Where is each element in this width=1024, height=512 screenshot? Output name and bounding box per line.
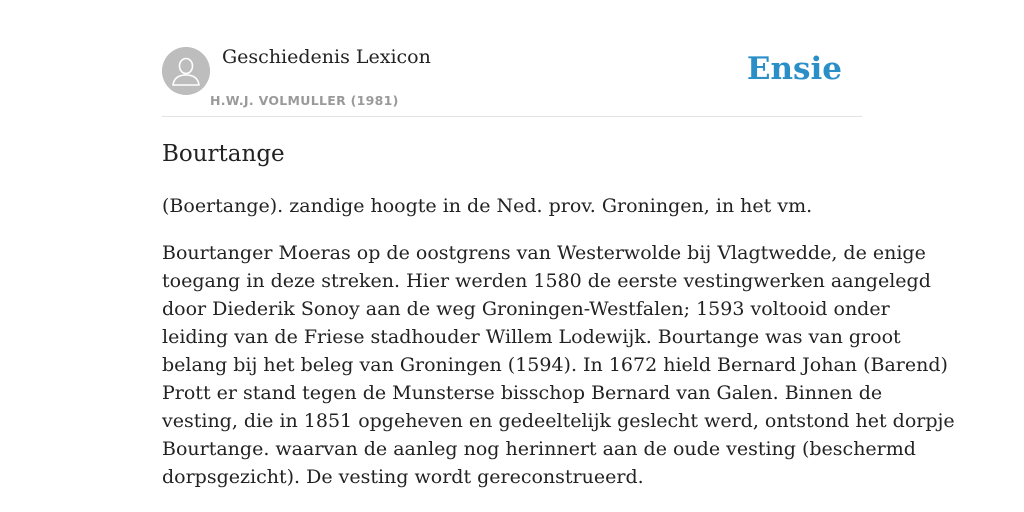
ensie-logo-link[interactable]: Ensie	[746, 51, 842, 87]
entry-title: Bourtange	[162, 141, 285, 167]
article-paragraph: (Boertange). zandige hoogte in de Ned. prov. Groningen, in het vm.	[162, 195, 813, 217]
paragraph-line: leiding van de Friese stadhouder Willem Lodewijk. Bourtange was van groot	[162, 326, 901, 348]
paragraph-line: toegang in deze streken. Hier werden 1580 de eerste vestingwerken aangelegd	[162, 270, 931, 292]
paragraph-line: dorpsgezicht). De vesting wordt gereconstrueerd.	[162, 466, 644, 488]
paragraph-line: door Diederik Sonoy aan de weg Groningen-Westfalen; 1593 voltooid onder	[162, 298, 890, 320]
paragraph-line: Bourtange. waarvan de aanleg nog herinnert aan de oude vesting (beschermd	[162, 438, 916, 460]
user-icon	[162, 47, 210, 95]
paragraph-line: Bourtanger Moeras op de oostgrens van Westerwolde bij Vlagtwedde, de enige	[162, 242, 926, 264]
paragraph-line: vesting, die in 1851 opgeheven en gedeeltelijk geslecht werd, ontstond het dorpje	[162, 410, 955, 432]
source-header	[162, 0, 862, 117]
paragraph-line: Prott er stand tegen de Munsterse bisschop Bernard van Galen. Binnen de	[162, 382, 883, 404]
article-paragraph	[162, 239, 955, 491]
page-container	[162, 0, 955, 512]
source-title-link[interactable]: Geschiedenis Lexicon	[222, 46, 431, 68]
author-label: H.W.J. VOLMULLER (1981)	[210, 93, 399, 108]
paragraph-line: belang bij het beleg van Groningen (1594). In 1672 hield Bernard Johan (Barend)	[162, 354, 948, 376]
